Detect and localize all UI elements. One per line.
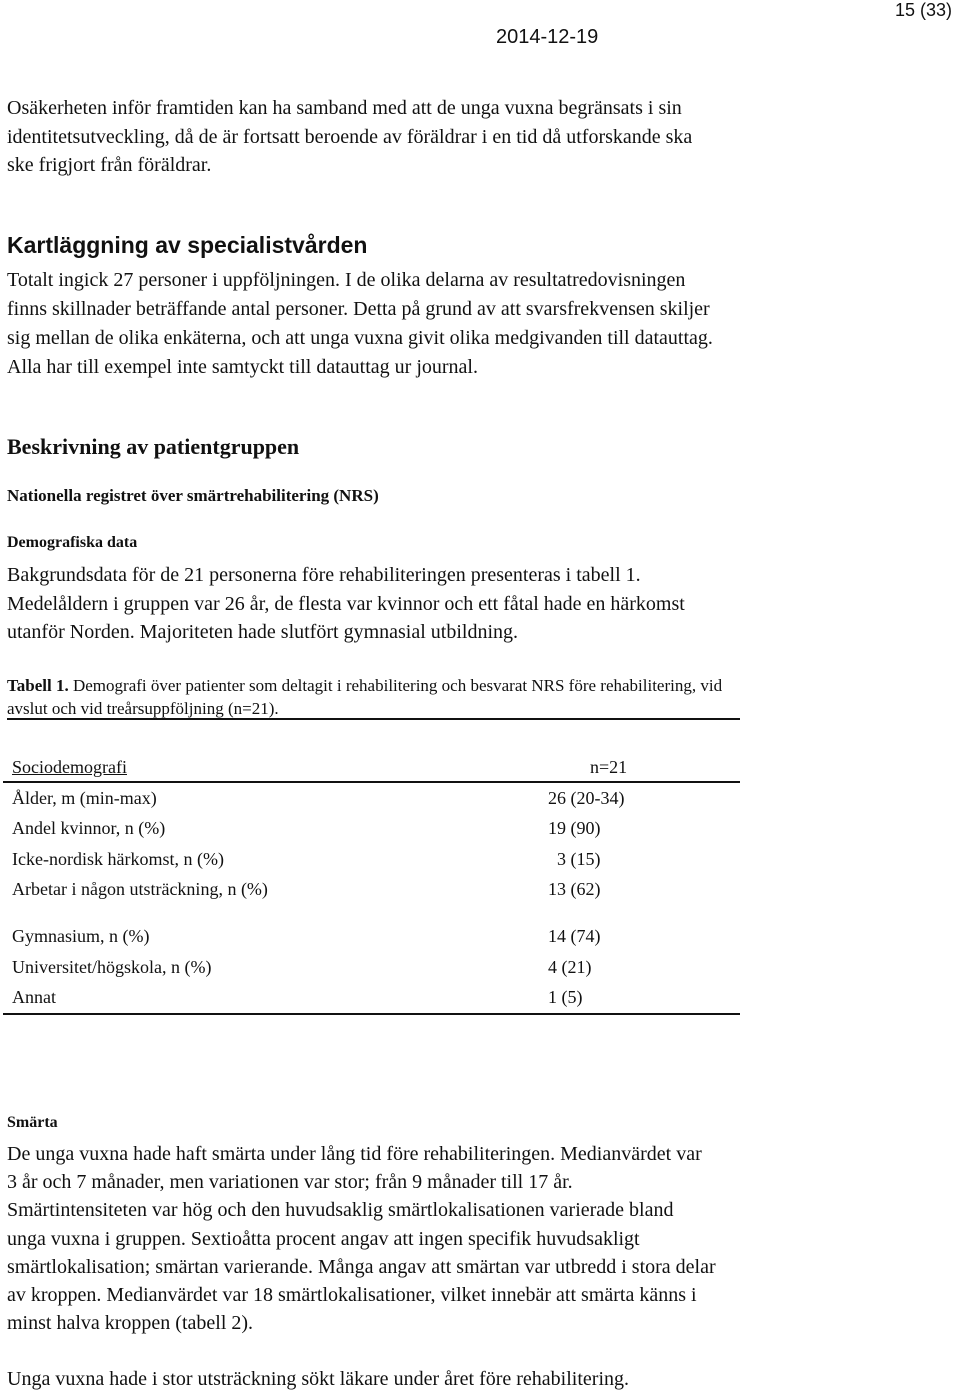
table-cell-value: 1 (5)	[548, 987, 583, 1007]
table-bottom-rule	[3, 1013, 740, 1015]
smarta-line-1: De unga vuxna hade haft smärta under lång tid före rehabiliteringen. Medianvärdet var	[7, 1143, 702, 1165]
subheading-nrs: Nationella registret över smärtrehabilitering (NRS)	[7, 486, 379, 505]
table-caption-label: Tabell 1.	[7, 676, 69, 695]
table-header-sociodemografi: Sociodemografi	[12, 757, 127, 777]
table-cell-value: 13 (62)	[548, 879, 601, 899]
subheading-demografiska-data: Demografiska data	[7, 534, 138, 551]
page-number: 15 (33)	[894, 0, 952, 20]
smarta-line-5: smärtlokalisation; smärtan varierande. Många angav att smärtan var utbredd i stora delar	[7, 1256, 716, 1278]
table-cell-label: Arbetar i någon utsträckning, n (%)	[12, 879, 268, 899]
section1-line-3: sig mellan de olika enkäterna, och att unga vuxna givit olika medgivanden till datauttag.	[7, 327, 713, 349]
intro-line-2: identitetsutveckling, då de är fortsatt beroende av föräldrar i en tid då utforskande ska	[7, 126, 693, 148]
demo-line-3: utanför Norden. Majoriteten hade slutfört gymnasial utbildning.	[7, 621, 518, 643]
table-cell-label: Annat	[12, 987, 56, 1007]
section1-line-2: finns skillnader beträffande antal personer. Detta på grund av att svarsfrekvensen skiljer	[7, 298, 710, 320]
table-cell-label: Universitet/högskola, n (%)	[12, 957, 212, 977]
section-heading-patientgruppen: Beskrivning av patientgruppen	[7, 434, 300, 459]
intro-line-1: Osäkerheten inför framtiden kan ha samband med att de unga vuxna begränsats i sin	[7, 97, 682, 119]
smarta-final-line: Unga vuxna hade i stor utsträckning sökt läkare under året före rehabilitering.	[7, 1368, 630, 1390]
smarta-line-2: 3 år och 7 månader, men variationen var stor; från 9 månader till 17 år.	[7, 1171, 573, 1193]
table-header-rule	[3, 781, 740, 783]
demo-line-1: Bakgrundsdata för de 21 personerna före rehabiliteringen presenteras i tabell 1.	[7, 564, 641, 586]
smarta-line-4: unga vuxna i gruppen. Sextioåtta procent angav att ingen specifik huvudsakligt	[7, 1228, 640, 1250]
table-cell-value: 4 (21)	[548, 957, 592, 977]
section1-line-1: Totalt ingick 27 personer i uppföljningen. I de olika delarna av resultatredovisningen	[7, 269, 686, 291]
subheading-smarta: Smärta	[7, 1114, 58, 1131]
table-cell-label: Gymnasium, n (%)	[12, 926, 150, 946]
caption-rule	[7, 718, 740, 720]
table-header-n: n=21	[590, 757, 628, 777]
intro-line-3: ske frigjort från föräldrar.	[7, 154, 212, 176]
table-caption-text-1: Demografi över patienter som deltagit i rehabilitering och besvarat NRS före rehabilitering, vid	[68, 676, 723, 695]
section1-line-4: Alla har till exempel inte samtyckt till datauttag ur journal.	[7, 356, 478, 378]
document-date: 2014-12-19	[496, 26, 599, 48]
demo-line-2: Medelåldern i gruppen var 26 år, de flesta var kvinnor och ett fåtal hade en härkomst	[7, 593, 685, 615]
table-cell-label: Ålder, m (min-max)	[12, 788, 157, 808]
table-cell-value: 3 (15)	[548, 849, 601, 869]
smarta-line-7: minst halva kroppen (tabell 2).	[7, 1312, 254, 1334]
table-cell-label: Icke-nordisk härkomst, n (%)	[12, 849, 224, 869]
table-cell-value: 14 (74)	[548, 926, 601, 946]
section-heading-kartlaggning: Kartläggning av specialistvården	[7, 232, 368, 258]
smarta-line-3: Smärtintensiteten var hög och den huvudsaklig smärtlokalisationen varierade bland	[7, 1199, 674, 1221]
smarta-line-6: av kroppen. Medianvärdet var 18 smärtlokalisationer, vilket innebär att smärta känns i	[7, 1284, 697, 1306]
table-caption-line-2: avslut och vid treårsuppföljning (n=21).	[7, 699, 279, 718]
table-cell-value: 19 (90)	[548, 818, 601, 838]
table-caption	[7, 674, 722, 697]
table-cell-value: 26 (20-34)	[548, 788, 625, 808]
table-cell-label: Andel kvinnor, n (%)	[12, 818, 166, 838]
